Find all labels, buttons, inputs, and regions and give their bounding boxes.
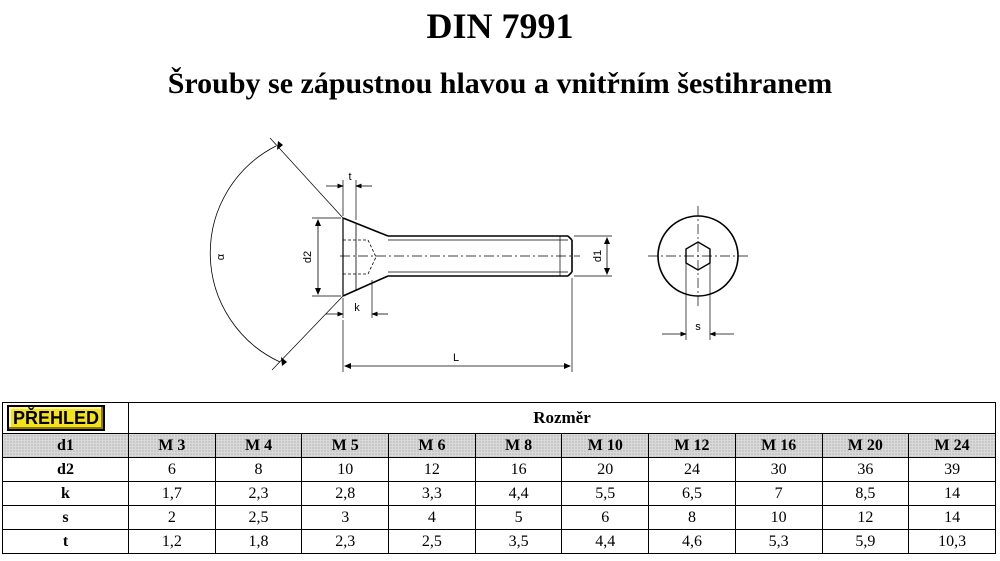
size-cell: M 8 bbox=[475, 434, 562, 458]
size-cell: M 4 bbox=[215, 434, 302, 458]
table-cell: 16 bbox=[475, 458, 562, 482]
table-cell: 1,2 bbox=[129, 530, 216, 554]
table-row bbox=[3, 530, 996, 554]
row-label: k bbox=[3, 482, 129, 506]
table-cell: 3,3 bbox=[389, 482, 476, 506]
table-cell: 10 bbox=[735, 506, 822, 530]
table-cell: 2,5 bbox=[389, 530, 476, 554]
row-label: t bbox=[3, 530, 129, 554]
overview-cell bbox=[3, 403, 129, 434]
screw-end-view bbox=[648, 206, 748, 340]
table-cell: 10 bbox=[302, 458, 389, 482]
table-cell: 20 bbox=[562, 458, 649, 482]
table-cell: 30 bbox=[735, 458, 822, 482]
overview-button[interactable]: PŘEHLED bbox=[7, 405, 105, 431]
size-cell: M 12 bbox=[649, 434, 736, 458]
table-cell: 2 bbox=[129, 506, 216, 530]
table-cell: 4,4 bbox=[475, 482, 562, 506]
table-cell: 2,5 bbox=[215, 506, 302, 530]
screw-shank-shape bbox=[340, 236, 580, 276]
table-cell: 6,5 bbox=[649, 482, 736, 506]
dimension-s-label: s bbox=[695, 321, 701, 333]
table-cell: 8,5 bbox=[822, 482, 909, 506]
table-cell: 36 bbox=[822, 458, 909, 482]
table-cell: 12 bbox=[822, 506, 909, 530]
row-label: d2 bbox=[3, 458, 129, 482]
table-cell: 4,4 bbox=[562, 530, 649, 554]
angle-alpha-label: α bbox=[215, 253, 227, 261]
table-cell: 7 bbox=[735, 482, 822, 506]
table-cell: 5,3 bbox=[735, 530, 822, 554]
table-cell: 12 bbox=[389, 458, 476, 482]
table-cell: 2,3 bbox=[302, 530, 389, 554]
table-cell: 6 bbox=[129, 458, 216, 482]
table-cell: 3 bbox=[302, 506, 389, 530]
table-cell: 5,5 bbox=[562, 482, 649, 506]
table-cell: 39 bbox=[909, 458, 996, 482]
table-cell: 5 bbox=[475, 506, 562, 530]
table-cell: 1,8 bbox=[215, 530, 302, 554]
table-cell: 8 bbox=[649, 506, 736, 530]
dimension-l-label: L bbox=[452, 352, 460, 364]
table-cell: 6 bbox=[562, 506, 649, 530]
dimension-t-label: t bbox=[348, 171, 352, 183]
table-header-title: Rozměr bbox=[129, 403, 996, 434]
table-cell: 24 bbox=[649, 458, 736, 482]
size-row-label: d1 bbox=[3, 434, 129, 458]
table-row bbox=[3, 506, 996, 530]
size-cell: M 3 bbox=[129, 434, 216, 458]
table-cell: 2,3 bbox=[215, 482, 302, 506]
size-cell: M 24 bbox=[909, 434, 996, 458]
table-row bbox=[3, 458, 996, 482]
table-cell: 8 bbox=[215, 458, 302, 482]
table-cell: 4 bbox=[389, 506, 476, 530]
size-cell: M 5 bbox=[302, 434, 389, 458]
page-subtitle: Šrouby se zápustnou hlavou a vnitřním šestihranem bbox=[167, 67, 833, 100]
table-header-row bbox=[3, 403, 996, 434]
table-cell: 2,8 bbox=[302, 482, 389, 506]
size-row bbox=[3, 434, 996, 458]
table-row bbox=[3, 482, 996, 506]
table-cell: 3,5 bbox=[475, 530, 562, 554]
table-cell: 14 bbox=[909, 506, 996, 530]
table-cell: 14 bbox=[909, 482, 996, 506]
screw-head-shape bbox=[343, 218, 388, 296]
size-cell: M 6 bbox=[389, 434, 476, 458]
page-title: DIN 7991 bbox=[426, 6, 574, 46]
table-cell: 10,3 bbox=[909, 530, 996, 554]
dimension-k-label: k bbox=[354, 302, 360, 314]
size-cell: M 20 bbox=[822, 434, 909, 458]
table-cell: 1,7 bbox=[129, 482, 216, 506]
dimension-d1-label: d1 bbox=[592, 249, 604, 263]
size-cell: M 16 bbox=[735, 434, 822, 458]
dimension-d2-label: d2 bbox=[302, 250, 314, 264]
table-cell: 5,9 bbox=[822, 530, 909, 554]
row-label: s bbox=[3, 506, 129, 530]
dimension-table bbox=[2, 402, 996, 554]
size-cell: M 10 bbox=[562, 434, 649, 458]
table-cell: 4,6 bbox=[649, 530, 736, 554]
